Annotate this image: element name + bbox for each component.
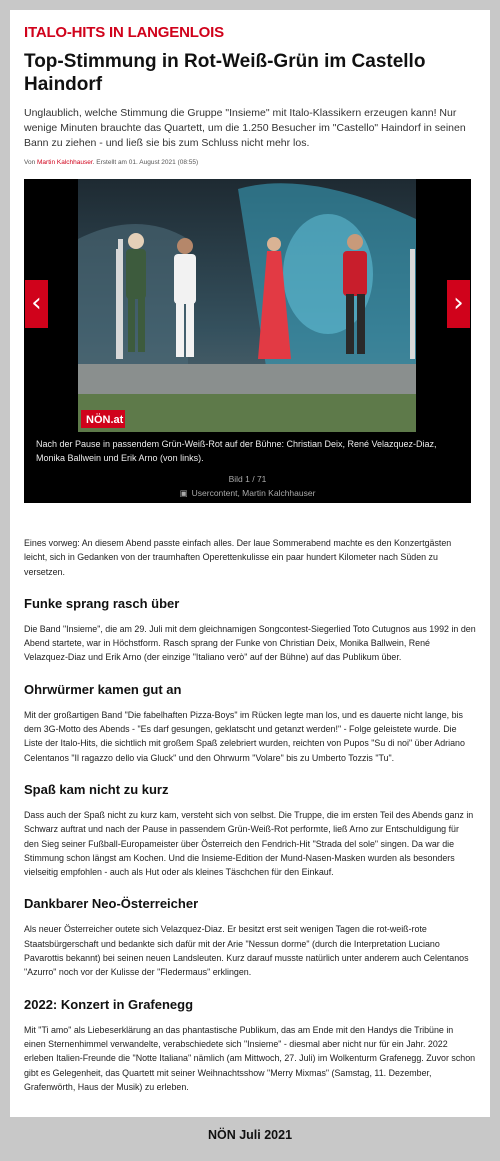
section-heading: Dankbarer Neo-Österreicher [24, 896, 199, 912]
photo-caption: Nach der Pause in passendem Grün-Weiß-Rot auf der Bühne: Christian Deix, René Velazquez-Diaz, Monika Ballwein und Erik Arno (von links). [36, 439, 437, 463]
chevron-right-icon: › [453, 288, 464, 318]
section-heading: 2022: Konzert in Grafenegg [24, 996, 194, 1012]
photo-credit-text: Usercontent, Martin Kalchhauser [191, 488, 316, 498]
paragraph: Als neuer Österreicher outete sich Velazquez-Diaz. Er besitzt erst seit wenigen Tagen die rot-weiß-rote Staatsbürgerschaft und bedankte sich dafür mit der Arie "Nessun dorme" (durch die Interpretation Luciano Pavarottis bekannt) bei seinen neuen Landsleuten. Kurz darauf musste natürlich unter anderem auch Celentanos "Azurro" noch vor der Kulisse der "Fledermaus" erklingen. [24, 924, 469, 978]
paragraph: Dass auch der Spaß nicht zu kurz kam, versteht sich von selbst. Die Truppe, die im ersten Teil des Abends ganz in Schwarz auftrat und nach der Pause in passendem Grün-Weiß-Rot performte, ließ Arno zur Entschuldigung für den Sieg seiner Fußball-Europameister über Österreich den Fendrich-Hit "Strada del sole" singen. Da war die Stimmung schon längst am Kochen. Und die Insieme-Edition der Mund-Nasen-Masken wurden als besonders vielseitig empfohlen - auch als Hut oder als kleines Täschchen für den Einkauf. [24, 809, 474, 878]
meta-date: . Erstellt am 01. August 2021 (08:55) [92, 159, 199, 166]
photo-credit [24, 488, 471, 499]
article-lead: Unglaublich, welche Stimmung die Gruppe "Insieme" mit Italo-Klassikern erzeugen kann! Nur wenige Minuten brauchte das Quartett, um die 1.250 Besucher im "Castello" Haindorf in seinen Bann zu ziehen - und ließ sie bis zum Schluss nicht mehr los. [24, 107, 466, 149]
article-kicker: ITALO-HITS IN LANGENLOIS [24, 24, 224, 41]
camera-icon: ▣ [179, 488, 188, 498]
gallery-next-button[interactable] [447, 280, 470, 328]
photo-counter: Bild 1 / 71 [228, 474, 267, 484]
article-body [24, 536, 476, 1094]
gallery-prev-button[interactable] [25, 280, 48, 328]
paragraph: Die Band "Insieme", die am 29. Juli mit dem gleichnamigen Songcontest-Siegerlied Toto Cutugnos aus 1992 in den Abend startete, war in Höchstform. Rasch sprang der Funke von Christian Deix, Monika Ballwein, René Velazquez-Diaz und Erik Arno (der einzige "Italiano verò" auf der Bühne) auf das Publikum über. [24, 623, 476, 663]
concert-stage-image [78, 179, 416, 432]
article-headline: Top-Stimmung in Rot-Weiß-Grün im Castello Haindorf [24, 51, 426, 95]
article-card [10, 10, 490, 1117]
noen-watermark: NÖN.at [86, 414, 124, 426]
author-link[interactable]: Martin Kalchhauser [37, 159, 93, 166]
source-footer: NÖN Juli 2021 [207, 1128, 293, 1142]
paragraph: Mit "Ti amo" als Liebeserklärung an das phantastische Publikum, das am Ende mit den Handys die Tribüne in einen Sternenhimmel verwandelte, verabschiedete sich "Insieme" - diesmal aber nicht nur für ein Jahr. 2022 erleben Italien-Freunde die "Notte Italiana" nämlich (am Mittwoch, 27. Juli) im Wolkenturm Grafenegg. Zuvor schon gibt es Gelegenheit, das Quartett mit seiner Weihnachtsshow "Merry Mixmas" (Samstag, 11. Dezember, Grafenwörth, Haus der Musik) zu erleben. [24, 1024, 476, 1092]
gallery-photo[interactable] [78, 179, 416, 432]
paragraph-intro: Eines vorweg: An diesem Abend passte einfach alles. Der laue Sommerabend machte es den Konzertgästen leicht, sich in Gedanken von der traumhaften Operettenkulisse ein paar hundert Kilometer nach Süden zu versetzen. [24, 538, 452, 577]
section-heading: Ohrwürmer kamen gut an [24, 681, 182, 697]
section-heading: Funke sprang rasch über [24, 595, 180, 611]
meta-prefix: Von [24, 159, 38, 166]
paragraph: Mit der großartigen Band "Die fabelhaften Pizza-Boys" im Rücken legte man los, und es dauerte nicht lange, bis dem 3G-Motto des Abends - "Es darf gesungen, geklatscht und getanzt werden!" - Folge geleistete wurde. Die Liste der Italo-Hits, die sichtlich mit großem Spaß zelebriert wurden, reichten von Pupos "Su di noi" über Adriano Celentanos "Il ragazzo dello via Gluck" und den Ohrwurm "Volare" bis zu Umberto Tozzis "Tu". [24, 709, 465, 763]
photo-gallery [24, 179, 471, 503]
section-heading: Spaß kam nicht zu kurz [24, 781, 169, 797]
article-meta [24, 159, 476, 166]
chevron-left-icon: ‹ [31, 288, 42, 318]
